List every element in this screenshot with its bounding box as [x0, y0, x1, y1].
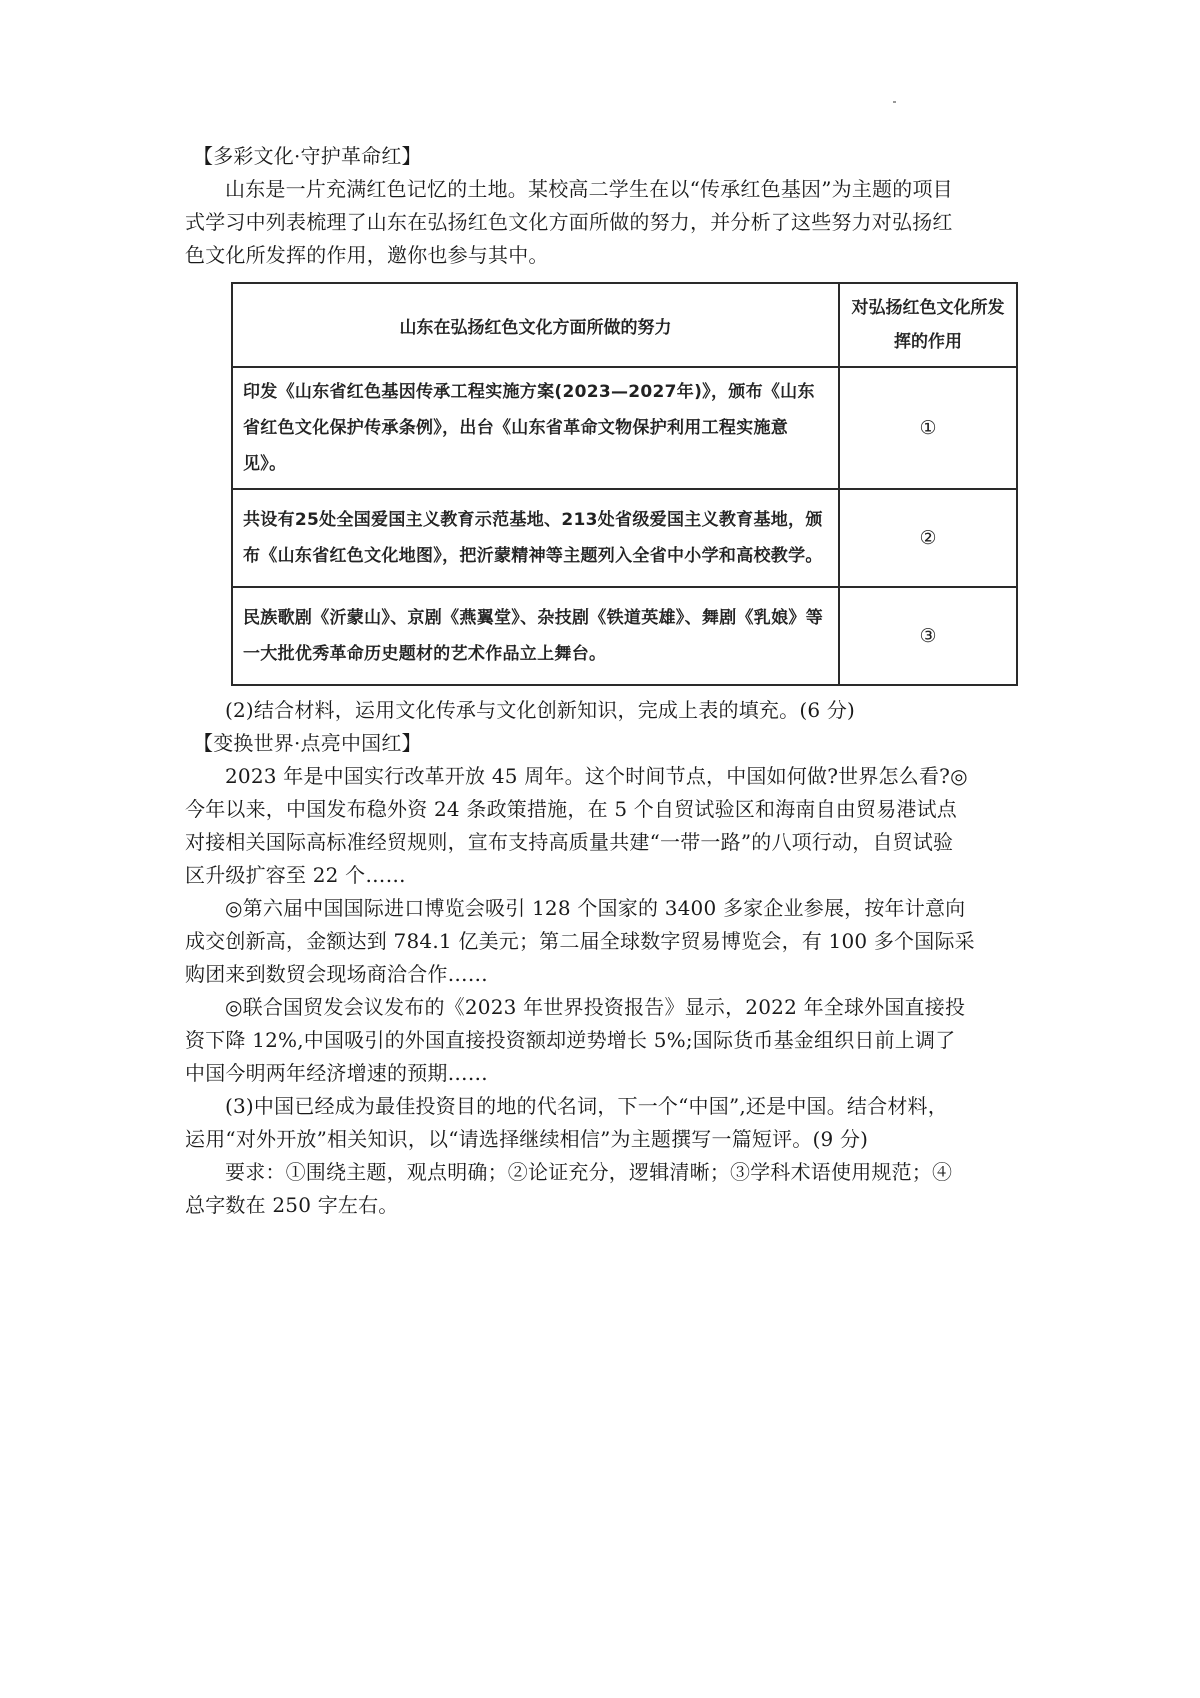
para2-line-1: ◎第六届中国国际进口博览会吸引 128 个国家的 3400 多家企业参展，按年计意向	[225, 896, 966, 920]
document-page	[185, 140, 1035, 1222]
intro-line-1: 山东是一片充满红色记忆的土地。某校高二学生在以“传承红色基因”为主题的项目	[225, 177, 953, 201]
effort-cell-1: 印发《山东省红色基因传承工程实施方案(2023—2027年)》，颁布《山东省红色文化保护传承条例》，出台《山东省革命文物保护利用工程实施意见》。	[232, 367, 839, 489]
para2-line-2: 成交创新高，金额达到 784.1 亿美元；第二届全球数字贸易博览会，有 100 多个国际采	[185, 929, 975, 953]
table-row	[232, 367, 1017, 489]
para3-line-2: 资下降 12%,中国吸引的外国直接投资额却逆势增长 5%;国际货币基金组织日前上调了	[185, 1028, 956, 1052]
para1-line-1: 2023 年是中国实行改革开放 45 周年。这个时间节点，中国如何做?世界怎么看?◎	[225, 764, 968, 788]
para2-line-3: 购团来到数贸会现场商洽合作……	[185, 962, 488, 986]
para3-line-1: ◎联合国贸发会议发布的《2023 年世界投资报告》显示，2022 年全球外国直接投	[225, 995, 966, 1019]
question-3-line-2: 运用“对外开放”相关知识，以“请选择继续相信”为主题撰写一篇短评。(9 分)	[185, 1127, 869, 1151]
scan-speck	[893, 101, 896, 103]
intro-line-3: 色文化所发挥的作用，邀你也参与其中。	[185, 243, 549, 267]
role-cell-2: ②	[839, 489, 1017, 587]
table-header-row	[232, 283, 1017, 367]
role-cell-1: ①	[839, 367, 1017, 489]
efforts-table	[231, 282, 1018, 686]
para3-line-3: 中国今明两年经济增速的预期……	[185, 1061, 488, 1085]
role-cell-3: ③	[839, 587, 1017, 685]
section1-heading: 【多彩文化·守护革命红】	[193, 144, 422, 168]
para1-line-3: 对接相关国际高标准经贸规则，宣布支持高质量共建“一带一路”的八项行动，自贸试验	[185, 830, 954, 854]
table-row	[232, 587, 1017, 685]
section2-heading: 【变换世界·点亮中国红】	[193, 731, 422, 755]
para1-line-2: 今年以来，中国发布稳外资 24 条政策措施，在 5 个自贸试验区和海南自由贸易港试点	[185, 797, 958, 821]
header-effort: 山东在弘扬红色文化方面所做的努力	[232, 283, 839, 367]
requirement-line-2: 总字数在 250 字左右。	[185, 1193, 399, 1217]
header-role: 对弘扬红色文化所发挥的作用	[839, 283, 1017, 367]
intro-line-2: 式学习中列表梳理了山东在弘扬红色文化方面所做的努力，并分析了这些努力对弘扬红	[185, 210, 953, 234]
question-3-line-1: (3)中国已经成为最佳投资目的地的代名词，下一个“中国”,还是中国。结合材料，	[225, 1094, 948, 1118]
effort-cell-2: 共设有25处全国爱国主义教育示范基地、213处省级爱国主义教育基地，颁布《山东省红色文化地图》，把沂蒙精神等主题列入全省中小学和高校教学。	[232, 489, 839, 587]
effort-cell-3: 民族歌剧《沂蒙山》、京剧《燕翼堂》、杂技剧《铁道英雄》、舞剧《乳娘》等一大批优秀革命历史题材的艺术作品立上舞台。	[232, 587, 839, 685]
requirement-line-1: 要求：①围绕主题，观点明确；②论证充分，逻辑清晰；③学科术语使用规范；④	[225, 1160, 953, 1184]
table-row	[232, 489, 1017, 587]
para1-line-4: 区升级扩容至 22 个……	[185, 863, 406, 887]
question-2: (2)结合材料，运用文化传承与文化创新知识，完成上表的填充。(6 分)	[225, 698, 856, 722]
